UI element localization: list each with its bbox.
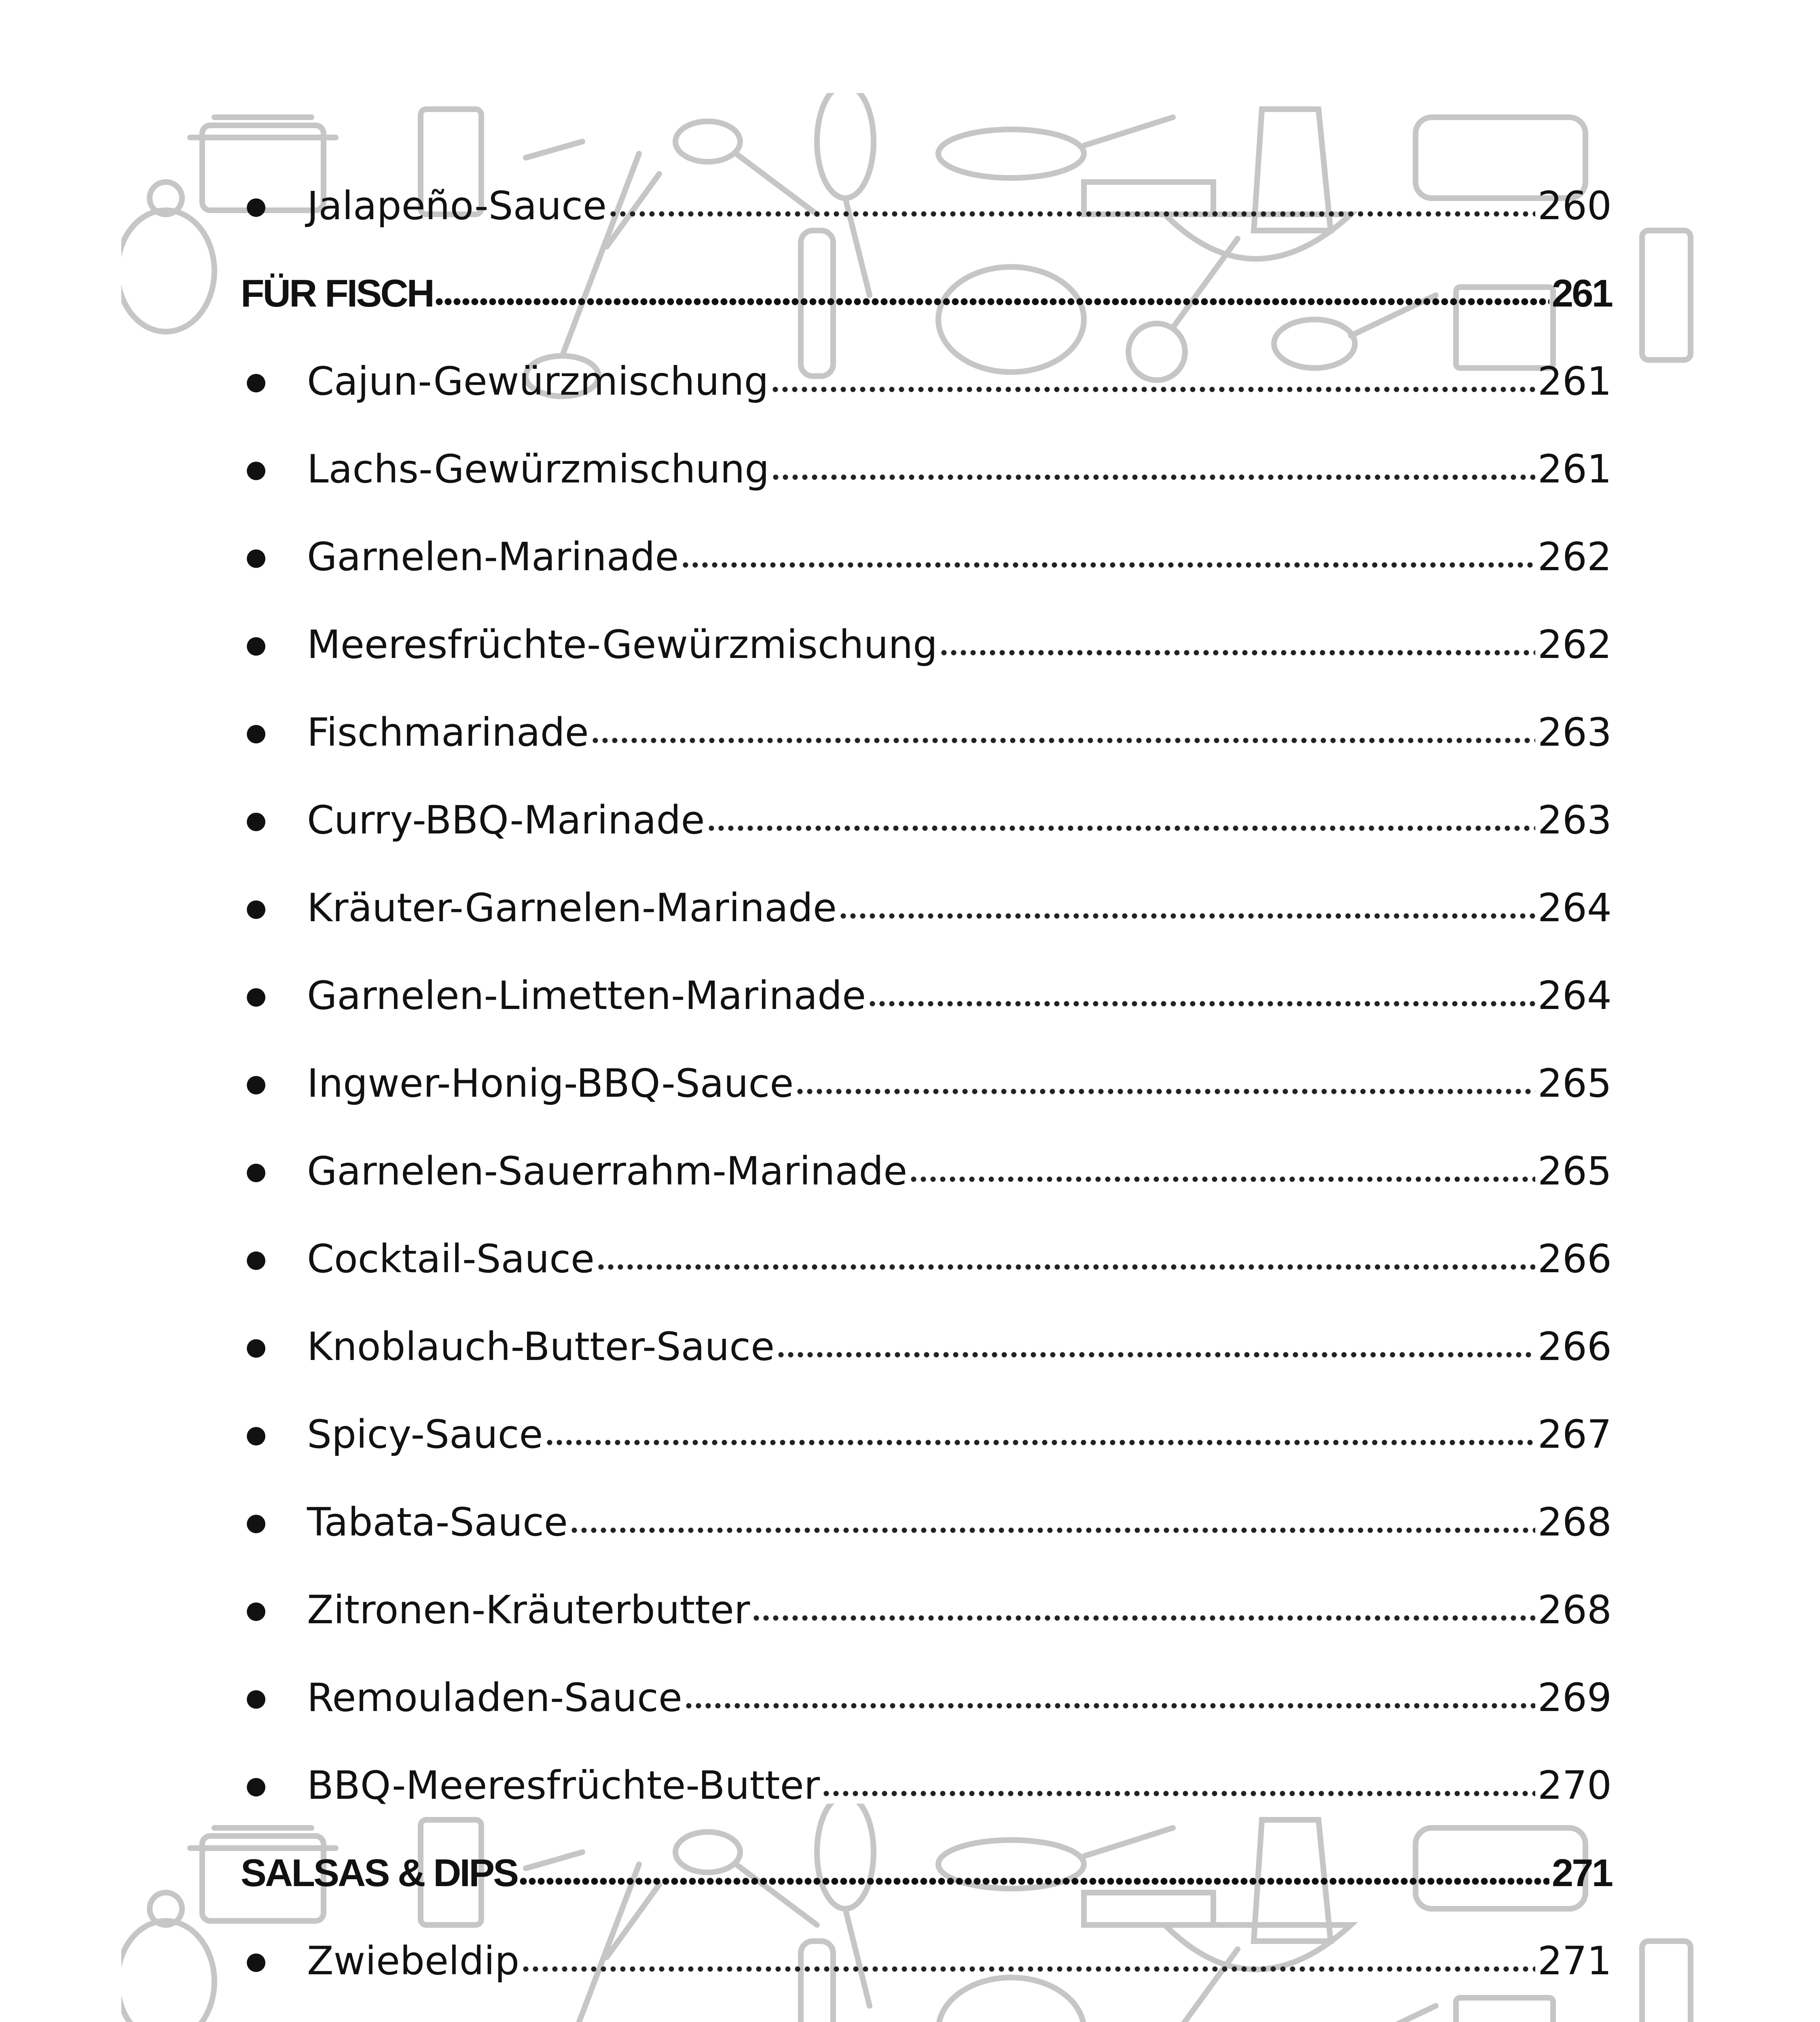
toc-page-number: 260 <box>1537 183 1612 228</box>
grater-icon <box>1642 1941 1691 2022</box>
toc-entry[interactable] <box>241 1039 1612 1127</box>
toc-page-number: 268 <box>1537 1499 1612 1545</box>
toc-entry[interactable] <box>241 1741 1612 1829</box>
bullet-icon: ● <box>245 893 267 922</box>
bullet-icon: ● <box>245 630 267 659</box>
toc-entry-title: Lachs-Gewürzmischung <box>307 446 770 492</box>
toc-entry[interactable] <box>241 688 1612 776</box>
toc-entry-title: FÜR FISCH <box>241 271 433 315</box>
bullet-icon: ● <box>245 718 267 747</box>
toc-entry-title: Cocktail-Sauce <box>307 1236 595 1282</box>
toc-page-number: 266 <box>1537 1236 1612 1282</box>
dot-leader <box>707 817 1535 833</box>
table-of-contents <box>241 162 1612 2022</box>
toc-entry[interactable] <box>241 1566 1612 1654</box>
toc-entry[interactable] <box>241 337 1612 425</box>
toc-entry[interactable] <box>241 601 1612 688</box>
toc-entry-title: Tabata-Sauce <box>307 1499 568 1545</box>
toc-page-number: 263 <box>1537 797 1612 843</box>
dot-leader <box>770 378 1535 394</box>
dot-leader <box>684 1694 1535 1711</box>
bullet-icon: ● <box>245 1683 267 1712</box>
toc-entry[interactable] <box>241 776 1612 864</box>
toc-page-number: 265 <box>1537 1148 1612 1194</box>
toc-entry-title: Ingwer-Honig-BBQ-Sauce <box>307 1060 794 1106</box>
bullet-icon: ● <box>245 542 267 571</box>
toc-entry[interactable] <box>241 425 1612 513</box>
toc-page-number: 267 <box>1537 1411 1612 1457</box>
toc-page-number: 264 <box>1537 973 1612 1018</box>
jar-icon <box>121 1921 214 2022</box>
dot-leader <box>939 641 1535 658</box>
dot-leader <box>795 1080 1535 1096</box>
toc-page-number: 269 <box>1537 1675 1612 1720</box>
bullet-icon: ● <box>245 1946 267 1975</box>
toc-entry[interactable] <box>241 162 1612 250</box>
toc-entry-title: BBQ-Meeresfrüchte-Butter <box>307 1762 820 1808</box>
toc-page-number: 271 <box>1537 1938 1612 1984</box>
bullet-icon: ● <box>245 1595 267 1624</box>
dot-leader <box>821 1782 1535 1798</box>
dot-leader <box>435 290 1549 307</box>
toc-page-number: 261 <box>1537 446 1612 492</box>
jar-icon <box>121 210 214 332</box>
toc-entry[interactable] <box>241 1917 1612 2005</box>
toc-entry-title: Curry-BBQ-Marinade <box>307 797 705 843</box>
toc-entry[interactable] <box>241 513 1612 601</box>
toc-entry[interactable] <box>241 1303 1612 1390</box>
toc-entry[interactable] <box>241 1654 1612 1741</box>
dot-leader <box>521 1958 1535 1974</box>
dot-leader <box>590 729 1535 745</box>
toc-entry-title: Jalapeño-Sauce <box>307 183 607 228</box>
bullet-icon: ● <box>245 981 267 1010</box>
toc-entry[interactable] <box>241 864 1612 952</box>
bullet-icon: ● <box>245 1332 267 1361</box>
spoon-icon <box>675 121 740 162</box>
bullet-icon: ● <box>245 1157 267 1185</box>
toc-page-number: 262 <box>1537 622 1612 667</box>
bullet-icon: ● <box>245 1069 267 1098</box>
dot-leader <box>569 1519 1535 1535</box>
bullet-icon: ● <box>245 191 267 220</box>
toc-entry-title: SALSAS & DIPS <box>241 1851 518 1895</box>
bullet-icon: ● <box>245 455 267 483</box>
bullet-icon: ● <box>245 1244 267 1273</box>
toc-page-number: 266 <box>1537 1324 1612 1369</box>
dot-leader <box>771 466 1535 482</box>
bullet-icon: ● <box>245 367 267 396</box>
toc-entry-title: Kräuter-Garnelen-Marinade <box>307 885 837 931</box>
toc-entry[interactable] <box>241 952 1612 1039</box>
grater-icon <box>1642 231 1691 360</box>
toc-page-number: 261 <box>1537 358 1612 404</box>
toc-entry[interactable] <box>241 2005 1612 2022</box>
dot-leader <box>596 1256 1535 1272</box>
toc-page-number: 271 <box>1551 1851 1612 1895</box>
bullet-icon: ● <box>245 1508 267 1536</box>
dot-leader <box>868 992 1535 1009</box>
toc-entry-title: Garnelen-Marinade <box>307 534 679 580</box>
toc-section-heading[interactable] <box>241 250 1612 337</box>
toc-page-number: 268 <box>1537 1587 1612 1633</box>
toc-entry-title: Garnelen-Limetten-Marinade <box>307 973 866 1018</box>
toc-page-number: 270 <box>1537 1762 1612 1808</box>
dot-leader <box>751 1607 1535 1623</box>
bullet-icon: ● <box>245 806 267 834</box>
toc-entry-title: Spicy-Sauce <box>307 1411 543 1457</box>
bullet-icon: ● <box>245 1420 267 1449</box>
dot-leader <box>545 1431 1535 1447</box>
toc-entry[interactable] <box>241 1215 1612 1303</box>
bullet-icon: ● <box>245 1771 267 1800</box>
toc-entry-title: Zwiebeldip <box>307 1938 520 1984</box>
toc-entry-title: Cajun-Gewürzmischung <box>307 358 769 404</box>
toc-entry-title: Remouladen-Sauce <box>307 1675 682 1720</box>
dot-leader <box>681 554 1535 570</box>
toc-entry[interactable] <box>241 1478 1612 1566</box>
dot-leader <box>519 1870 1549 1886</box>
toc-entry-title: Meeresfrüchte-Gewürzmischung <box>307 622 938 667</box>
toc-entry-title: Knoblauch-Butter-Sauce <box>307 1324 775 1369</box>
dot-leader <box>776 1343 1535 1360</box>
toc-page-number: 264 <box>1537 885 1612 931</box>
toc-entry[interactable] <box>241 1127 1612 1215</box>
toc-entry-title: Fischmarinade <box>307 709 589 755</box>
dot-leader <box>909 1168 1535 1184</box>
toc-page-number: 263 <box>1537 709 1612 755</box>
toc-entry-title: Garnelen-Sauerrahm-Marinade <box>307 1148 908 1194</box>
dot-leader <box>838 905 1535 921</box>
toc-page-number: 262 <box>1537 534 1612 580</box>
dot-leader <box>608 203 1535 219</box>
toc-entry-title: Zitronen-Kräuterbutter <box>307 1587 750 1633</box>
toc-page-number: 261 <box>1551 271 1612 315</box>
toc-entry[interactable] <box>241 1390 1612 1478</box>
toc-page-number: 265 <box>1537 1060 1612 1106</box>
toc-section-heading[interactable] <box>241 1829 1612 1917</box>
